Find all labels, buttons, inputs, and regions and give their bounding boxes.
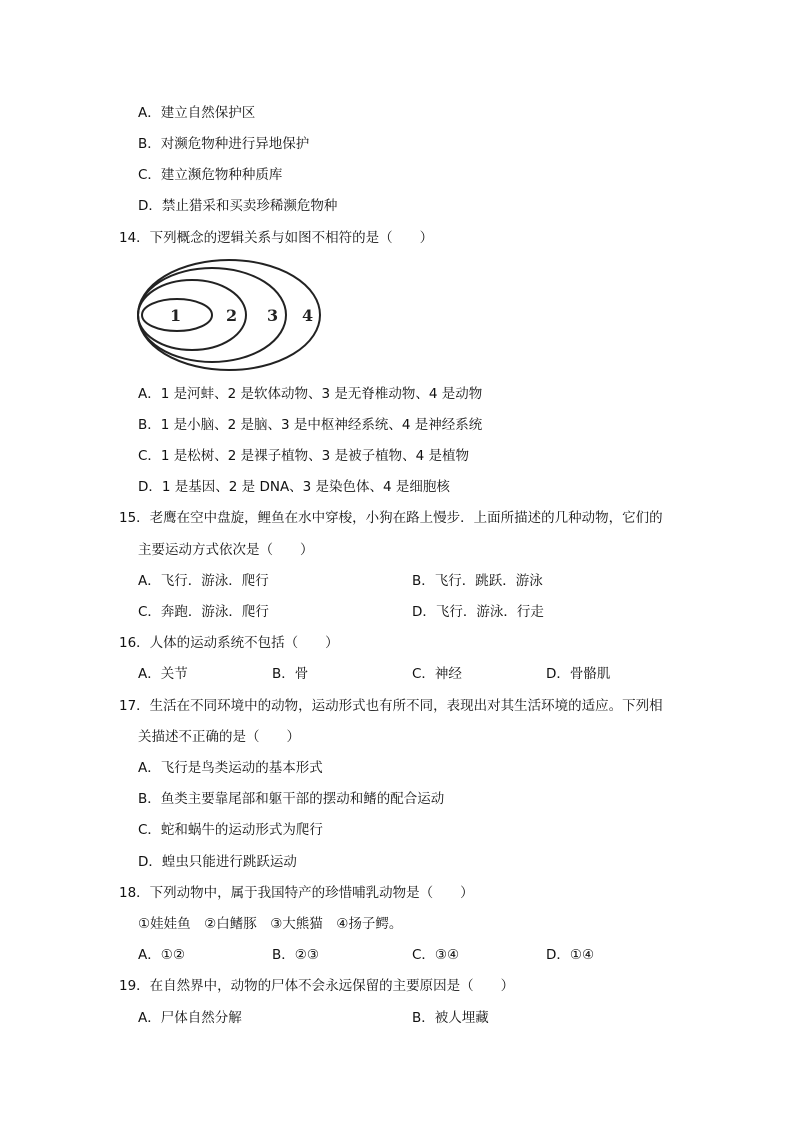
q14-option-a: A．1 是河蚌、2 是软体动物、3 是无脊椎动物、4 是动物 (138, 386, 483, 402)
q18-option-c: C．③④ (412, 947, 460, 963)
q17-stem-line2: 关描述不正确的是（ ） (138, 729, 300, 745)
q14-option-b: B．1 是小脑、2 是脑、3 是中枢神经系统、4 是神经系统 (138, 417, 483, 433)
q18-option-d: D．①④ (546, 947, 595, 963)
q18-stem: 18．下列动物中，属于我国特产的珍惜哺乳动物是（ ） (119, 885, 474, 901)
q15-stem-line2: 主要运动方式依次是（ ） (138, 542, 314, 558)
q15-option-d: D．飞行．游泳．行走 (412, 604, 544, 620)
q17-option-d: D．蝗虫只能进行跳跃运动 (138, 854, 297, 870)
q17-option-c: C．蛇和蜗牛的运动形式为爬行 (138, 822, 323, 838)
q19-option-b: B．被人埋藏 (412, 1010, 489, 1026)
q15-stem-line1: 15．老鹰在空中盘旋，鲤鱼在水中穿梭，小狗在路上慢步．上面所描述的几种动物，它们的 (119, 510, 663, 526)
q15-option-c: C．奔跑．游泳．爬行 (138, 604, 269, 620)
ellipse-label-4: 4 (302, 306, 314, 325)
q17-option-a: A．飞行是鸟类运动的基本形式 (138, 760, 323, 776)
q14-stem: 14．下列概念的逻辑关系与如图不相符的是（ ） (119, 230, 434, 246)
q13-option-a: A．建立自然保护区 (138, 105, 256, 121)
q14-option-d: D．1 是基因、2 是 DNA、3 是染色体、4 是细胞核 (138, 479, 450, 495)
nested-ellipses-figure (136, 256, 326, 376)
q19-stem: 19．在自然界中，动物的尸体不会永远保留的主要原因是（ ） (119, 978, 515, 994)
q18-option-b: B．②③ (272, 947, 319, 963)
q17-option-b: B．鱼类主要靠尾部和躯干部的摆动和鳍的配合运动 (138, 791, 445, 807)
ellipse-label-1: 1 (170, 306, 182, 325)
q16-option-a: A．关节 (138, 666, 188, 682)
q15-option-a: A．飞行．游泳．爬行 (138, 573, 269, 589)
q16-option-d: D．骨骼肌 (546, 666, 611, 682)
q13-option-d: D．禁止猎采和买卖珍稀濒危物种 (138, 198, 338, 214)
q19-option-a: A．尸体自然分解 (138, 1010, 242, 1026)
q18-items: ①娃娃鱼 ②白鳍豚 ③大熊猫 ④扬子鳄。 (138, 916, 403, 932)
q16-option-c: C．神经 (412, 666, 462, 682)
q13-option-c: C．建立濒危物种种质库 (138, 167, 283, 183)
ellipse-label-2: 2 (226, 306, 238, 325)
q16-stem: 16．人体的运动系统不包括（ ） (119, 635, 339, 651)
ellipse-label-3: 3 (267, 306, 279, 325)
q15-option-b: B．飞行．跳跃．游泳 (412, 573, 543, 589)
q14-option-c: C．1 是松树、2 是裸子植物、3 是被子植物、4 是植物 (138, 448, 469, 464)
q13-option-b: B．对濒危物种进行异地保护 (138, 136, 310, 152)
q18-option-a: A．①② (138, 947, 185, 963)
q16-option-b: B．骨 (272, 666, 309, 682)
q17-stem-line1: 17．生活在不同环境中的动物，运动形式也有所不同，表现出对其生活环境的适应。下列相 (119, 698, 663, 714)
